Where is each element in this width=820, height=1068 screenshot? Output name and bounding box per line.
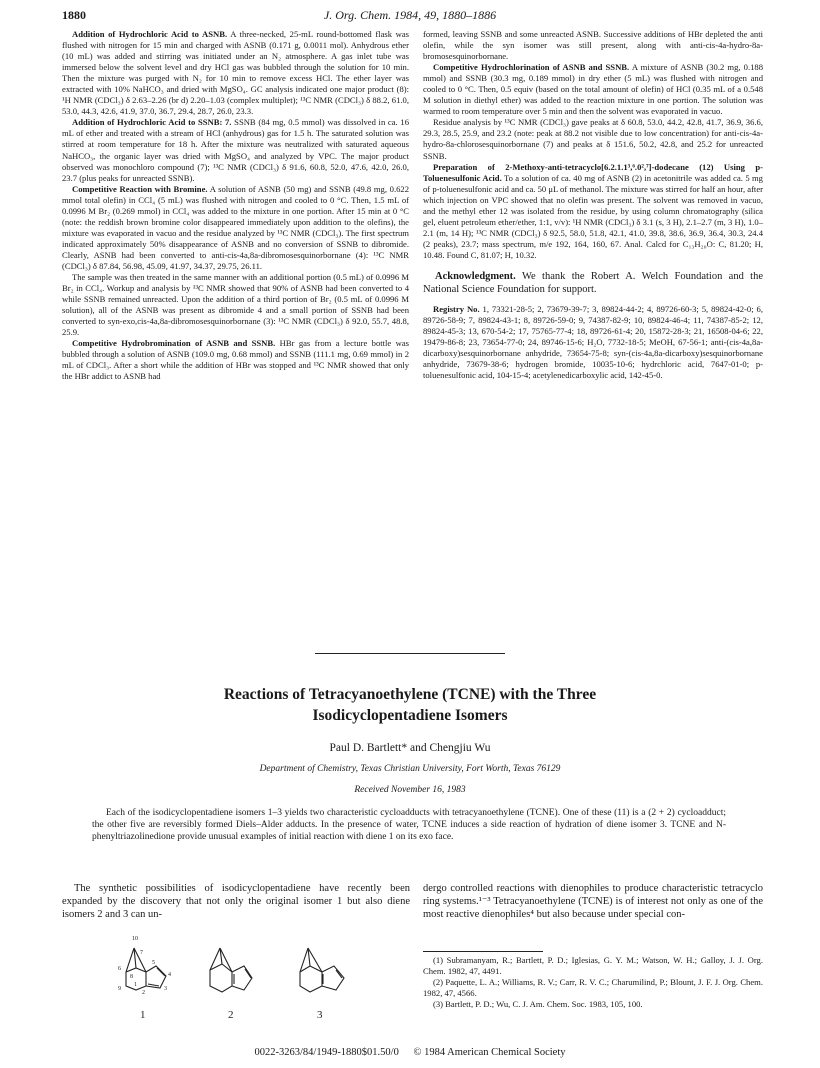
paragraph: Addition of Hydrochloric Acid to SSNB: 7. SSNB (84 mg, 0.5 mmol) was dissolved in ca. 16 mL of ether and treated with a stream of HCl (anhydrous) gas for 1.5 h. The saturated solution was stirred at room temperature for 18 h. After the mixture was neutralized with saturated aqueous NaHCO₃, the organic layer was dried with MgSO₄ and analyzed by VPC. The major product observed was monochloro compound (7); ¹³C NMR (CDCl₃) δ 91.6, 60.8, 52.0, 47.6, 42.0, 26.0, 23.7 (plus peaks for unreacted SSNB). <box>62 117 409 183</box>
atom-number: 2 <box>142 990 145 996</box>
atom-number: 9 <box>118 986 121 992</box>
received-date: Received November 16, 1983 <box>354 785 466 795</box>
registry-numbers: Registry No. 1, 73321-28-5; 2, 73679-39-7; 3, 89824-44-2; 4, 89726-60-3; 5, 89824-42-0; 6, 89726-58-9; 7, 89824-43-1; 8, 89726-59-0; 9, 74387-82-9; 10, 89824-46-4; 11, 74387-85-2; 12, 89824-45-3; 13, 670-54-2; 17, 75765-77-4; 18, 89726-61-4; 20, 15872-28-3; 21, 16508-04-6; 22, 19479-86-8; 23, 73654-77-0; 24, 89746-15-6; H₂O, 7732-18-5; MeOH, 67-56-1; anti-(cis-4a,8a-dicarboxy)sesquinorbornane anhydride, 73654-75-8; syn-(cis-4a,8a-dicarboxy)sesquinorbornane anhydride, 73679-38-6; hydrogen bromide, 10035-10-6; hydrchloric acid, 7647-01-0; p-toluenesulfonic acid, 104-15-4; acetylenedicarboxylic acid, 142-45-0. <box>423 303 763 381</box>
atom-number: 8 <box>130 974 133 980</box>
atom-number: 10 <box>132 936 138 942</box>
atom-number: 3 <box>164 986 167 992</box>
copyright: © 1984 American Chemical Society <box>413 1047 566 1058</box>
paragraph: Addition of Hydrochloric Acid to ASNB. A three-necked, 25-mL round-bottomed flask was flushed with nitrogen for 15 min and charged with ASNB (0.171 g, 0.0011 mol). Anhydrous ether (10 mL) was added and stirring was initiated under an N₂ atmosphere. A gas inlet tube was immersed below the solvent level and dry HCl gas was bubbled through the solution for 10 min. Then the mixture was purged with N₂ for 10 min to remove excess HCl. The ether layer was extracted with 10% NaHCO₃ and dried with MgSO₄. GC analysis indicated one major product (8): ¹H NMR (CDCl₃) δ 2.63–2.26 (br d) 2.20–1.03 (complex multiplet); ¹³C NMR (CDCl₃) δ 88.2, 61.0, 53.0, 44.3, 42.6, 41.9, 37.0, 36.7, 29.4, 28.7, 26.0, 23.3. <box>62 29 409 117</box>
journal-citation: J. Org. Chem. 1984, 49, 1880–1886 <box>323 8 497 22</box>
right-column <box>423 29 763 381</box>
paragraph: Competitive Hydrobromination of ASNB and SSNB. HBr gas from a lecture bottle was bubbled through a solution of ASNB (109.0 mg, 0.68 mmol) and SSNB (111.1 mg, 0.69 mmol) in 2 mL of CDCl₃. After a short while the addition of HBr was stopped and ¹³C NMR showed that only the HBr addict to ASNB had <box>62 338 409 382</box>
paragraph: Residue analysis by ¹³C NMR (CDCl₃) gave peaks at δ 60.8, 53.0, 44.2, 42.8, 41.7, 36.9, 36.6, 29.3, 28.5, 25.9, and 23.2 (note: peak at 88.2 not visible due to low concentration) for anti-cis-4a-hydro-8a-chlorosesquinorbornane (7) and peaks at δ 151.6, 50.2, 42.8, and 25.2 for unreacted SSNB. <box>423 117 763 161</box>
section-divider <box>315 653 505 654</box>
atom-number: 6 <box>118 966 121 972</box>
atom-number: 4 <box>168 972 171 978</box>
left-column <box>62 29 409 383</box>
footnote: (3) Bartlett, P. D.; Wu, C. J. Am. Chem. Soc. 1983, 105, 100. <box>433 999 643 1009</box>
intro-left: The synthetic possibilities of isodicyclopentadiene have recently been expanded by the discovery that not only the original isomer 1 but also diene isomers 2 and 3 can un- <box>62 883 410 920</box>
running-header <box>62 8 758 26</box>
article-title: Reactions of Tetracyanoethylene (TCNE) with the Three Isodicyclopentadiene Isomers <box>223 686 597 724</box>
structures-figure <box>112 928 372 1024</box>
paragraph: Competitive Reaction with Bromine. A solution of ASNB (50 mg) and SSNB (49.8 mg, 0.622 mmol total olefin) in CCl₄ (5 mL) was flushed with nitrogen and cooled to 0 °C. Then, 1.5 mL of 0.0996 M Br₂ (0.269 mmol) in CCl₄ was added to the mixture in one portion. After 15 min at 0 °C (note: the reddish brown bromine color disappeared immediately upon addition to the olefins), the mixture was evaporated in vacuo and the residue analyzed by ¹³C NMR (CDCl₃). The first spectrum indicated approximately 50% disappearance of ASNB and no conversion of SSNB to dibromide. Clearly, ASNB had been converted to anti-cis-4a,8a-dibromosesquinorbornane (4): ¹³C NMR (CDCl₃) δ 87.84, 56.98, 45.09, 41.97, 34.37, 29.75, 26.11. <box>62 183 410 271</box>
abstract: Each of the isodicyclopentadiene isomers 1–3 yields two characteristic cycloadducts with tetracyanoethylene (TCNE). One of these (11) is a (2 + 2) cycloadduct; the other five are reversibly formed Diels–Alder adducts. In the presence of water, TCNE induces a side reaction of hydration of diene isomer 3. TCNE and N-phenyltriazolinedione provide unusual examples of initial reaction with diene 1 on its exo face. <box>92 808 726 842</box>
atom-number: 7 <box>140 950 143 956</box>
acknowledgment: Acknowledgment. We thank the Robert A. Welch Foundation and the National Science Foundation for support. <box>423 270 763 295</box>
intro-right: dergo controlled reactions with dienophiles to produce characteristic tetracyclo ring systems.¹⁻³ Tetracyanoethylene (TCNE) is of interest not only as one of the most reactive dienophiles⁴ but also because under special con- <box>423 883 763 920</box>
paragraph: The sample was then treated in the same manner with an additional portion (0.5 mL) of 0.0996 M Br₂ in CCl₄. Workup and analysis by ¹³C NMR showed that 90% of ASNB had been converted to 4 while SSNB remained unreacted. Upon the addition of a third portion of Br₂ (0.5 mL of 0.0996 M solution), all of the ASNB was present as dibromide 4 and a small portion of SSNB had been converted to syn-exo,cis-4a,8a-dibromosesquinorbornane (3): ¹³C NMR (CDCl₃) δ 92.0, 55.7, 48.8, 25.9. <box>62 272 409 338</box>
compound-label: 2 <box>228 1009 234 1021</box>
paragraph: Preparation of 2-Methoxy-anti-tetracyclo[6.2.1.1³,⁶.0²,⁷]-dodecane (12) Using p-Toluenesulfonic Acid. To a solution of ca. 40 mg of ASNB (2) in acetonitrile was added ca. 5 mg of p-toluenesulfonic acid and ca. 50 μL of methanol. The mixture was stirred for half an hour, after which injection on VPC showed that no olefin was present. The solvent was removed in vacuo, and the methyl ether 12 was isolated from the residue, by using column chromatography (silica gel, eluent petroleum ether/ether, 1:1, v/v): ¹H NMR (CDCl₃) δ 3.1 (s, 3 H), 2.1–2.7 (m, 3 H), 1.0–2.1 (m, 14 H); ¹³C NMR (CDCl₃) δ 92.5, 58.0, 51.8, 42.1, 41.0, 39.8, 38.6, 36.9, 36.4, 30.3, 24.4 (2 peaks), 23.7; mass spectrum, m/e 192, 164, 160, 67. Anal. Calcd for C₁₃H₂₀O: C, 81.20; H, 10.48. Found C, 81.07; H, 10.32. <box>423 161 763 260</box>
atom-number: 1 <box>134 982 137 988</box>
affiliation: Department of Chemistry, Texas Christian University, Fort Worth, Texas 76129 <box>259 764 561 774</box>
atom-number: 5 <box>152 960 155 966</box>
structure-1 <box>126 948 166 990</box>
publication-code: 0022-3263/84/1949-1880$01.50/0 <box>254 1047 399 1058</box>
structure-3 <box>300 948 344 992</box>
footnote: (1) Subramanyam, R.; Bartlett, P. D.; Iglesias, G. Y. M.; Watson, W. H.; Galloy, J. J. Org. Chem. 1982, 47, 4491. <box>423 955 763 976</box>
structure-2 <box>210 948 252 992</box>
page-footer <box>0 1047 820 1058</box>
compound-label: 1 <box>140 1009 146 1021</box>
footnote: (2) Paquette, L. A.; Williams, R. V.; Carr, R. V. C.; Charumilind, P.; Blount, J. F. J. Org. Chem. 1982, 47, 4566. <box>423 977 763 998</box>
footnotes <box>423 955 763 1010</box>
footnote-divider <box>423 951 543 952</box>
page-number: 1880 <box>62 8 86 22</box>
paragraph: formed, leaving SSNB and some unreacted ASNB. Successive additions of HBr depleted the anti olefin, while the syn isomer was still present, along with anti-cis-4a-hydro-8a-bromosesquinorbornane. <box>423 29 763 62</box>
paragraph: Competitive Hydrochlorination of ASNB and SSNB. A mixture of ASNB (30.2 mg, 0.188 mmol) and SSNB (30.3 mg, 0.189 mmol) in dry ether (5 mL) was flushed with nitrogen and cooled to 0 °C. Then, 0.5 equiv (based on the total amount of olefin) of HCl (0.35 mL of a 0.548 M solution in diethyl ether) was added to the reaction mixture in one portion. The solution was warmed to room temperature over 5 min and then the solvent was evaporated in vacuo. <box>423 62 763 117</box>
compound-label: 3 <box>317 1009 323 1021</box>
authors: Paul D. Bartlett* and Chengjiu Wu <box>329 742 491 754</box>
